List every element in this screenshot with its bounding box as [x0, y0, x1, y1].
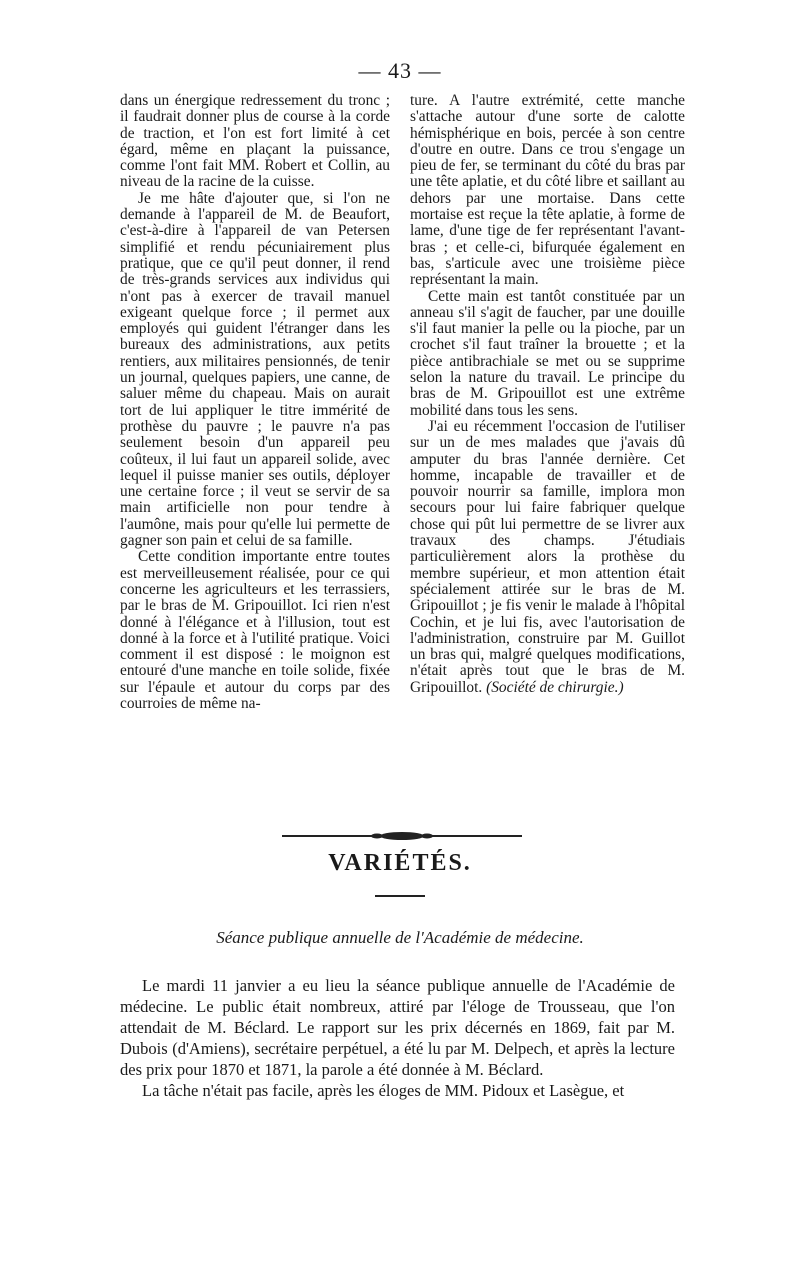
article-body: [120, 975, 675, 1101]
left-paragraph-1: dans un énergique redressement du tronc ; il faudrait donner plus de course à la corde de traction, et l'on est fort limité à cet égard, même en plaçant la puissance, comme l'ont fait MM. Robert et Collin, au niveau de la racine de la cuisse.: [120, 92, 390, 191]
title-underline: [375, 895, 425, 897]
body-paragraph-2: La tâche n'était pas facile, après les éloges de MM. Pidoux et Lasègue, et: [142, 1081, 625, 1100]
right-column: [410, 93, 685, 696]
body-paragraph-1: Le mardi 11 janvier a eu lieu la séance publique annuelle de l'Académie de médecine. Le public était nombreux, attiré par l'éloge de Trousseau, que l'on attendait de M. Béclard. Le rapport sur les prix décernés en 1869, fait par M. Dubois (d'Amiens), secrétaire perpétuel, a été lu par M. Delpech, et après la lecture des prix pour 1870 et 1871, la parole a été donnée à M. Béclard.: [120, 976, 675, 1079]
citation: (Société de chirurgie.): [486, 678, 624, 696]
left-column: [120, 93, 390, 712]
left-paragraph-2: Je me hâte d'ajouter que, si l'on ne demande à l'appareil de M. de Beaufort, c'est-à-dire à l'appareil de van Petersen simplifié et rendu pécuniairement plus pratique, que ce qu'il peut donner, il rend de très-grands services aux individus qui n'ont pas à exercer de travail manuel exigeant quelque force ; il permet aux employés qui guident l'étranger dans les bureaux des administrations, aux petits rentiers, aux militaires pensionnés, de tenir un journal, quelques papiers, une canne, de saluer même du chapeau. Mais on aurait tort de lui appliquer le titre immérité de prothèse du pauvre ; le pauvre n'a pas seulement besoin d'un appareil peu coûteux, il lui faut un appareil solide, avec lequel il puisse manier ses outils, déployer une certaine force ; il veut se servir de sa main artificielle non pour tendre à l'aumône, mais pour qu'elle lui permette de gagner son pain et celui de sa famille.: [120, 189, 390, 550]
section-title: VARIÉTÉS.: [328, 850, 472, 876]
article-subtitle: Séance publique annuelle de l'Académie de médecine.: [216, 928, 584, 947]
right-paragraph-3: [410, 419, 685, 696]
right-paragraph-2: Cette main est tantôt constituée par un anneau s'il s'agit de faucher, par une douille s'il faut manier la pelle ou la pioche, par un crochet s'il faut traîner la brouette ; et la pièce antibrachiale se met ou se supprime selon la nature du travail. Le principe du bras de M. Gripouillot est une extrême mobilité dans tous les sens.: [410, 287, 685, 419]
right-paragraph-1: ture. A l'autre extrémité, cette manche s'attache autour d'une sorte de calotte hémisphérique en bois, percée à son centre d'outre en outre. Dans ce trou s'engage un pieu de fer, se terminant du côté du bras par une tête aplatie, et du côté libre et saillant au dehors par une mortaise. Dans cette mortaise est reçue la tête aplatie, à forme de lame, d'une tige de fer représentant l'avant-bras ; et celle-ci, bifurquée également en bas, s'articule avec une troisième pièce représentant la main.: [410, 92, 685, 289]
left-paragraph-3: Cette condition importante entre toutes est merveilleusement réalisée, pour ce qui concerne les agriculteurs et les terrassiers, par le bras de M. Gripouillot. Ici rien n'est donné à l'élégance et à l'illusion, tout est donné à la force et à l'utilité pratique. Voici comment il est disposé : le moignon est entouré d'une manche en toile solide, fixée sur l'épaule et autour du corps par des courroies de même na-: [120, 548, 390, 712]
right-paragraph-3-text: J'ai eu récemment l'occasion de l'utiliser sur un de mes malades que j'avais dû amputer du bras l'année dernière. Cet homme, incapable de travailler et de pouvoir nourrir sa famille, implora mon secours pour lui faire fabriquer quelque chose qui pût lui permettre de se livrer aux travaux des champs. J'étudiais particulièrement alors la prothèse du membre supérieur, et mon attention était spécialement attirée sur le bras de M. Gripouillot ; je fis venir le malade à l'hôpital Cochin, et je lui fis, avec l'autorisation de l'administration, construire par M. Guillot un bras qui, malgré quelques modifications, n'était après tout que le bras de M. Gripouillot.: [410, 417, 685, 696]
page-number: — 43 —: [358, 58, 442, 83]
ornamental-separator: [282, 830, 522, 842]
